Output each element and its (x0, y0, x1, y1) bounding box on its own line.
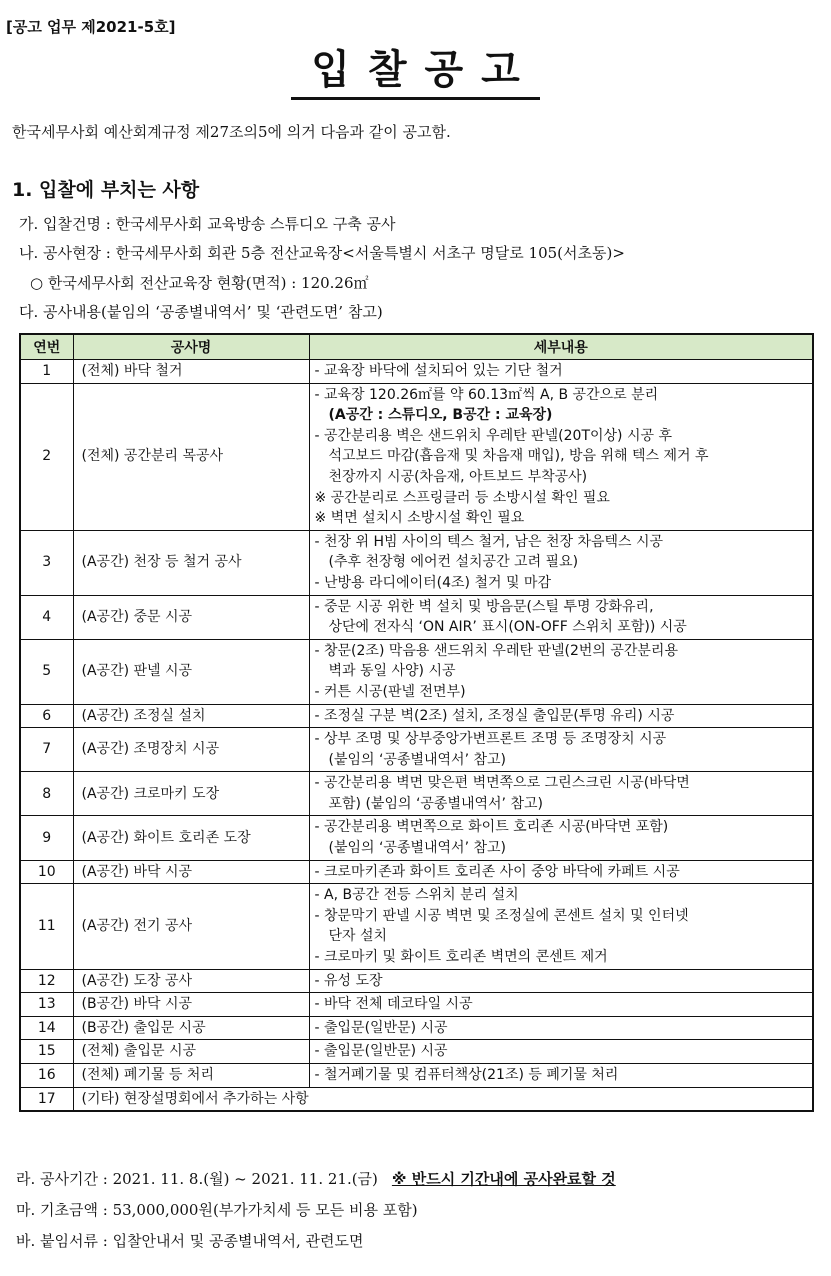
detail-line: - 공간분리용 벽면 맞은편 벽면쪽으로 그린스크린 시공(바닥면 (314, 775, 690, 792)
detail-line: - 크로마키 및 화이트 호리존 벽면의 콘센트 제거 (314, 949, 608, 966)
detail-line: - 바닥 전체 데코타일 시공 (314, 996, 473, 1013)
table-row (20, 1087, 813, 1111)
work-name: (전체) 출입문 시공 (73, 1040, 309, 1064)
detail-line: 벽과 동일 사양) 시공 (328, 663, 456, 680)
item-ma: 마. 기초금액 : 53,000,000원(부가가치세 등 모든 비용 포함) (16, 1201, 418, 1219)
col-header-no: 연번 (20, 334, 73, 360)
work-detail (309, 639, 813, 704)
work-detail (309, 772, 813, 816)
detail-line: - 천장 위 H빔 사이의 텍스 철거, 남은 천장 차음텍스 시공 (314, 533, 664, 550)
table-row (20, 530, 813, 595)
work-name: (A공간) 천장 등 철거 공사 (73, 530, 309, 595)
col-header-detail: 세부내용 (309, 334, 813, 360)
table-row (20, 772, 813, 816)
detail-line: - 유성 도장 (314, 972, 383, 989)
work-detail (309, 595, 813, 639)
work-name: (A공간) 조정실 설치 (73, 704, 309, 728)
work-name: (A공간) 도장 공사 (73, 969, 309, 993)
work-name: (B공간) 바닥 시공 (73, 993, 309, 1017)
row-number: 6 (20, 704, 73, 728)
work-name: (B공간) 출입문 시공 (73, 1016, 309, 1040)
work-name: (A공간) 바닥 시공 (73, 860, 309, 884)
document-number: [공고 업무 제2021-5호] (6, 18, 176, 36)
intro-text: 한국세무사회 예산회계규정 제27조의5에 의거 다음과 같이 공고함. (12, 123, 451, 141)
detail-line: 상단에 전자식 ‘ON AIR’ 표시(ON-OFF 스위치 포함)) 시공 (328, 619, 687, 636)
work-detail (309, 884, 813, 969)
table-row (20, 884, 813, 969)
table-row (20, 816, 813, 860)
detail-line: - 창문막기 판넬 시공 벽면 및 조정실에 콘센트 설치 및 인터넷 (314, 907, 689, 924)
table-header-row (20, 334, 813, 360)
row-number: 7 (20, 728, 73, 772)
detail-line: - 창문(2조) 막음용 샌드위치 우레탄 판넬(2번의 공간분리용 (314, 642, 678, 659)
detail-line: - 상부 조명 및 상부중앙가변프론트 조명 등 조명장치 시공 (314, 731, 667, 748)
detail-line: 포함) (붙임의 ‘공종별내역서’ 참고) (328, 795, 543, 812)
table-row (20, 360, 813, 384)
item-ga: 가. 입찰건명 : 한국세무사회 교육방송 스튜디오 구축 공사 (19, 215, 396, 233)
work-detail (309, 728, 813, 772)
detail-line: - 출입문(일반문) 시공 (314, 1043, 448, 1060)
detail-line: (추후 천장형 에어컨 설치공간 고려 필요) (328, 554, 579, 571)
detail-line: - 공간분리용 벽은 샌드위치 우레탄 판넬(20T이상) 시공 후 (314, 427, 672, 444)
detail-line: (붙임의 ‘공종별내역서’ 참고) (328, 840, 506, 857)
table-row (20, 704, 813, 728)
work-detail (309, 860, 813, 884)
period-emphasis: ※ 반드시 기간내에 공사완료할 것 (391, 1170, 616, 1188)
title-wrapper (0, 45, 831, 100)
work-detail (309, 704, 813, 728)
row-number: 8 (20, 772, 73, 816)
row-number: 2 (20, 383, 73, 530)
row-number: 5 (20, 639, 73, 704)
table-row (20, 993, 813, 1017)
detail-line: - 교육장 120.26㎡를 약 60.13㎡씩 A, B 공간으로 분리 (314, 386, 659, 403)
work-name: (전체) 공간분리 목공사 (73, 383, 309, 530)
table-body (20, 360, 813, 1112)
table-row (20, 860, 813, 884)
table-row (20, 1040, 813, 1064)
work-detail (309, 993, 813, 1017)
row-number: 10 (20, 860, 73, 884)
table-row (20, 728, 813, 772)
col-header-name: 공사명 (73, 334, 309, 360)
work-detail (309, 1040, 813, 1064)
row-number: 9 (20, 816, 73, 860)
work-name: (A공간) 전기 공사 (73, 884, 309, 969)
detail-line: 석고보드 마감(흡음재 및 차음재 매입), 방음 위해 텍스 제거 후 (328, 448, 709, 465)
detail-line: - 철거폐기물 및 컴퓨터책상(21조) 등 폐기물 처리 (314, 1067, 619, 1083)
detail-line: - 교육장 바닥에 설치되어 있는 기단 철거 (314, 363, 563, 379)
work-detail (309, 1064, 813, 1088)
work-name: (전체) 폐기물 등 처리 (73, 1064, 309, 1088)
row-number: 15 (20, 1040, 73, 1064)
row-number: 16 (20, 1064, 73, 1088)
detail-line: - 출입문(일반문) 시공 (314, 1019, 448, 1036)
detail-line: - A, B공간 전등 스위치 분리 설치 (314, 887, 519, 904)
work-name: (A공간) 중문 시공 (73, 595, 309, 639)
row-number: 4 (20, 595, 73, 639)
item-ba: 바. 붙임서류 : 입찰안내서 및 공종별내역서, 관련도면 (16, 1232, 364, 1250)
row-number: 1 (20, 360, 73, 384)
detail-line: - 난방용 라디에이터(4조) 철거 및 마감 (314, 574, 551, 591)
work-name: (전체) 바닥 철거 (73, 360, 309, 384)
work-detail (309, 1016, 813, 1040)
section-heading: 1. 입찰에 부치는 사항 (12, 179, 200, 201)
item-na-sub: ○ 한국세무사회 전산교육장 현황(면적) : 120.26㎡ (30, 274, 369, 292)
table-row (20, 383, 813, 530)
table-row (20, 639, 813, 704)
row-number: 13 (20, 993, 73, 1017)
detail-line: - 크로마키존과 화이트 호리존 사이 중앙 바닥에 카페트 시공 (314, 863, 680, 880)
detail-line: - 중문 시공 위한 벽 설치 및 방음문(스틸 투명 강화유리, (314, 598, 654, 615)
page-title: 입찰공고 (291, 45, 540, 100)
row-number: 11 (20, 884, 73, 969)
item-ra (16, 1168, 616, 1189)
table-row (20, 969, 813, 993)
item-da: 다. 공사내용(붙임의 ‘공종별내역서’ 및 ‘관련도면’ 참고) (19, 303, 383, 321)
work-detail (309, 360, 813, 384)
table-row (20, 1016, 813, 1040)
work-name: (A공간) 조명장치 시공 (73, 728, 309, 772)
work-detail (309, 969, 813, 993)
period-text: 라. 공사기간 : 2021. 11. 8.(월) ~ 2021. 11. 21.(금) (16, 1170, 378, 1188)
detail-line: - 공간분리용 벽면쪽으로 화이트 호리존 시공(바닥면 포함) (314, 819, 669, 836)
row-number: 3 (20, 530, 73, 595)
work-detail (309, 530, 813, 595)
detail-line: 천장까지 시공(차음재, 아트보드 부착공사) (328, 468, 588, 485)
detail-line: - 조정실 구분 벽(2조) 설치, 조정실 출입문(투명 유리) 시공 (314, 707, 675, 724)
row-number: 17 (20, 1087, 73, 1111)
work-name: (기타) 현장설명회에서 추가하는 사항 (73, 1087, 813, 1111)
item-na: 나. 공사현장 : 한국세무사회 회관 5층 전산교육장<서울특별시 서초구 명달로 105(서초동)> (19, 244, 625, 262)
work-name: (A공간) 판넬 시공 (73, 639, 309, 704)
work-table (19, 333, 814, 1112)
work-detail (309, 816, 813, 860)
work-name: (A공간) 화이트 호리존 도장 (73, 816, 309, 860)
table-row (20, 1064, 813, 1088)
work-detail (309, 383, 813, 530)
row-number: 12 (20, 969, 73, 993)
detail-line: ※ 벽면 설치시 소방시설 확인 필요 (314, 510, 525, 527)
table-row (20, 595, 813, 639)
detail-line: ※ 공간분리로 스프링클러 등 소방시설 확인 필요 (314, 489, 610, 506)
detail-line: (붙임의 ‘공종별내역서’ 참고) (328, 751, 506, 768)
detail-line: (A공간 : 스튜디오, B공간 : 교육장) (328, 407, 553, 424)
row-number: 14 (20, 1016, 73, 1040)
work-name: (A공간) 크로마키 도장 (73, 772, 309, 816)
detail-line: - 커튼 시공(판넬 전면부) (314, 683, 466, 700)
detail-line: 단자 설치 (328, 928, 388, 945)
